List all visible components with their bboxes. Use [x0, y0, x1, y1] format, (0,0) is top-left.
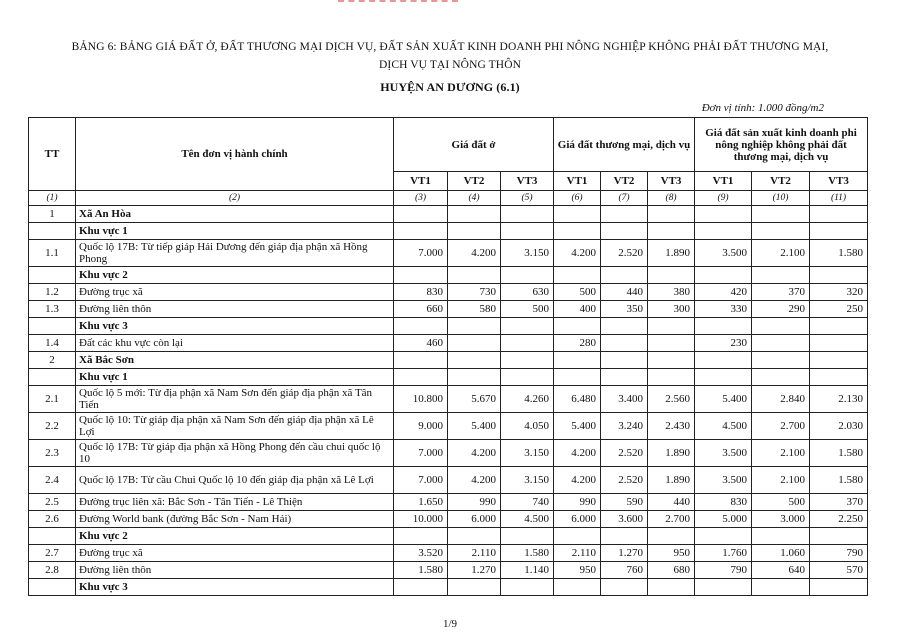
row-price-cell: 1.270	[601, 545, 648, 562]
row-price-cell	[810, 579, 868, 596]
row-price-cell	[752, 352, 810, 369]
row-price-cell: 3.520	[394, 545, 448, 562]
header-vt2: VT2	[752, 172, 810, 191]
row-name-cell: Khu vực 1	[76, 223, 394, 240]
row-tt-cell	[29, 267, 76, 284]
row-price-cell	[554, 369, 601, 386]
row-price-cell: 2.840	[752, 386, 810, 413]
row-price-cell: 830	[695, 494, 752, 511]
table-row	[29, 413, 868, 440]
row-price-cell: 2.130	[810, 386, 868, 413]
row-price-cell: 570	[810, 562, 868, 579]
column-index-cell: (9)	[695, 191, 752, 206]
table-row	[29, 223, 868, 240]
row-price-cell	[448, 369, 501, 386]
row-price-cell: 460	[394, 335, 448, 352]
row-tt-cell: 2.1	[29, 386, 76, 413]
row-tt-cell	[29, 528, 76, 545]
row-name-cell: Quốc lộ 5 mới: Từ địa phận xã Nam Sơn đến giáp địa phận xã Tân Tiến	[76, 386, 394, 413]
row-price-cell	[810, 335, 868, 352]
table-row	[29, 545, 868, 562]
row-tt-cell: 2.4	[29, 467, 76, 494]
unit-note: Đơn vị tính: 1.000 đồng/m2	[701, 102, 824, 114]
row-price-cell: 2.700	[648, 511, 695, 528]
table-row	[29, 335, 868, 352]
row-price-cell: 2.250	[810, 511, 868, 528]
row-price-cell: 4.050	[501, 413, 554, 440]
table-row	[29, 528, 868, 545]
land-price-table	[28, 117, 868, 596]
row-price-cell: 2.100	[752, 440, 810, 467]
row-price-cell: 250	[810, 301, 868, 318]
table-row	[29, 267, 868, 284]
row-price-cell	[394, 579, 448, 596]
header-commercial-price: Giá đất thương mại, dịch vụ	[554, 118, 695, 172]
column-index-row	[29, 191, 868, 206]
row-name-cell: Đường World bank (đường Bắc Sơn - Nam Hải)	[76, 511, 394, 528]
row-price-cell: 500	[752, 494, 810, 511]
row-price-cell	[695, 369, 752, 386]
table-title-line2: DỊCH VỤ TẠI NÔNG THÔN	[378, 59, 521, 71]
row-price-cell	[648, 335, 695, 352]
table-row	[29, 494, 868, 511]
row-tt-cell: 1.2	[29, 284, 76, 301]
row-price-cell: 680	[648, 562, 695, 579]
table-row	[29, 352, 868, 369]
row-price-cell: 590	[601, 494, 648, 511]
red-stamp-mark	[338, 0, 458, 8]
row-name-cell: Đường liên thôn	[76, 301, 394, 318]
row-price-cell: 1.890	[648, 240, 695, 267]
row-price-cell	[501, 579, 554, 596]
district-subtitle: HUYỆN AN DƯƠNG (6.1)	[380, 80, 520, 94]
row-price-cell: 2.560	[648, 386, 695, 413]
row-price-cell	[448, 352, 501, 369]
row-price-cell: 1.890	[648, 467, 695, 494]
row-price-cell: 3.150	[501, 467, 554, 494]
row-name-cell: Đường trục xã	[76, 284, 394, 301]
row-price-cell: 2.110	[448, 545, 501, 562]
row-price-cell: 3.150	[501, 240, 554, 267]
row-price-cell: 440	[648, 494, 695, 511]
row-price-cell	[648, 206, 695, 223]
header-tt: TT	[29, 118, 76, 191]
row-tt-cell: 1	[29, 206, 76, 223]
header-vt1: VT1	[695, 172, 752, 191]
row-price-cell: 2.520	[601, 240, 648, 267]
row-name-cell: Xã An Hòa	[76, 206, 394, 223]
row-price-cell	[554, 352, 601, 369]
row-price-cell: 4.260	[501, 386, 554, 413]
row-price-cell: 3.500	[695, 440, 752, 467]
row-price-cell	[752, 335, 810, 352]
row-name-cell: Quốc lộ 17B: Từ giáp địa phận xã Hồng Phong đến cầu chui quốc lộ 10	[76, 440, 394, 467]
row-tt-cell	[29, 579, 76, 596]
row-price-cell	[695, 352, 752, 369]
row-price-cell: 7.000	[394, 240, 448, 267]
row-price-cell	[448, 335, 501, 352]
row-price-cell	[601, 206, 648, 223]
row-price-cell: 640	[752, 562, 810, 579]
row-price-cell: 420	[695, 284, 752, 301]
row-price-cell: 790	[695, 562, 752, 579]
row-price-cell	[695, 528, 752, 545]
row-price-cell	[752, 223, 810, 240]
row-price-cell	[648, 528, 695, 545]
row-price-cell	[810, 267, 868, 284]
header-residential-price: Giá đất ở	[394, 118, 554, 172]
row-price-cell	[554, 223, 601, 240]
row-price-cell: 2.430	[648, 413, 695, 440]
row-price-cell	[601, 352, 648, 369]
row-price-cell	[695, 267, 752, 284]
column-index-cell: (7)	[601, 191, 648, 206]
row-price-cell: 3.500	[695, 467, 752, 494]
row-price-cell: 4.200	[554, 240, 601, 267]
row-tt-cell: 1.3	[29, 301, 76, 318]
row-price-cell	[752, 206, 810, 223]
row-price-cell	[554, 528, 601, 545]
column-index-cell: (1)	[29, 191, 76, 206]
row-price-cell: 4.200	[554, 467, 601, 494]
row-price-cell: 950	[648, 545, 695, 562]
row-price-cell	[501, 352, 554, 369]
column-index-cell: (8)	[648, 191, 695, 206]
price-table-wrapper	[28, 117, 867, 596]
row-price-cell	[601, 335, 648, 352]
row-price-cell: 2.030	[810, 413, 868, 440]
row-price-cell	[810, 318, 868, 335]
row-name-cell: Quốc lộ 17B: Từ tiếp giáp Hải Dương đến giáp địa phận xã Hồng Phong	[76, 240, 394, 267]
row-price-cell: 500	[554, 284, 601, 301]
table-row	[29, 301, 868, 318]
row-price-cell: 1.760	[695, 545, 752, 562]
row-price-cell: 350	[601, 301, 648, 318]
row-price-cell: 6.480	[554, 386, 601, 413]
row-price-cell: 4.500	[695, 413, 752, 440]
row-tt-cell: 1.1	[29, 240, 76, 267]
row-price-cell: 280	[554, 335, 601, 352]
row-name-cell: Xã Bắc Sơn	[76, 352, 394, 369]
row-price-cell: 6.000	[554, 511, 601, 528]
row-price-cell: 4.500	[501, 511, 554, 528]
row-price-cell	[648, 223, 695, 240]
row-price-cell	[394, 528, 448, 545]
row-price-cell	[648, 267, 695, 284]
header-vt1: VT1	[394, 172, 448, 191]
row-price-cell	[501, 206, 554, 223]
header-vt2: VT2	[448, 172, 501, 191]
row-price-cell: 3.600	[601, 511, 648, 528]
row-price-cell	[394, 206, 448, 223]
table-row	[29, 579, 868, 596]
row-price-cell: 400	[554, 301, 601, 318]
row-price-cell: 4.200	[554, 440, 601, 467]
row-price-cell: 10.800	[394, 386, 448, 413]
row-price-cell: 3.240	[601, 413, 648, 440]
row-price-cell: 580	[448, 301, 501, 318]
row-price-cell	[810, 206, 868, 223]
row-tt-cell: 2.5	[29, 494, 76, 511]
row-price-cell	[554, 267, 601, 284]
row-price-cell	[394, 223, 448, 240]
row-price-cell	[810, 528, 868, 545]
row-tt-cell: 2.6	[29, 511, 76, 528]
row-price-cell: 4.200	[448, 467, 501, 494]
row-price-cell: 370	[810, 494, 868, 511]
row-tt-cell: 2.8	[29, 562, 76, 579]
row-price-cell: 5.670	[448, 386, 501, 413]
row-price-cell	[448, 206, 501, 223]
table-row	[29, 386, 868, 413]
row-price-cell	[752, 267, 810, 284]
row-price-cell: 2.520	[601, 467, 648, 494]
row-tt-cell: 1.4	[29, 335, 76, 352]
row-price-cell	[601, 223, 648, 240]
row-price-cell	[752, 318, 810, 335]
row-price-cell: 4.200	[448, 240, 501, 267]
row-price-cell: 630	[501, 284, 554, 301]
row-price-cell	[695, 223, 752, 240]
row-price-cell	[601, 318, 648, 335]
header-name: Tên đơn vị hành chính	[76, 118, 394, 191]
page-number: 1/9	[442, 618, 458, 630]
header-vt3: VT3	[810, 172, 868, 191]
row-price-cell: 330	[695, 301, 752, 318]
row-price-cell	[601, 267, 648, 284]
table-row	[29, 284, 868, 301]
row-price-cell	[695, 318, 752, 335]
row-price-cell: 3.500	[695, 240, 752, 267]
row-price-cell: 1.650	[394, 494, 448, 511]
row-price-cell	[394, 318, 448, 335]
row-price-cell	[648, 318, 695, 335]
row-price-cell	[554, 206, 601, 223]
table-title-line1: BẢNG 6: BẢNG GIÁ ĐẤT Ở, ĐẤT THƯƠNG MẠI DỊCH VỤ, ĐẤT SẢN XUẤT KINH DOANH PHI NÔNG NGHIỆP KHÔNG PHẢI ĐẤT THƯƠNG MẠI,	[71, 41, 829, 53]
row-price-cell	[501, 335, 554, 352]
row-price-cell: 6.000	[448, 511, 501, 528]
table-body	[29, 191, 868, 596]
row-name-cell: Khu vực 3	[76, 318, 394, 335]
row-name-cell: Quốc lộ 10: Từ giáp địa phận xã Nam Sơn đến giáp địa phận xã Lê Lợi	[76, 413, 394, 440]
row-price-cell: 3.000	[752, 511, 810, 528]
table-row	[29, 562, 868, 579]
row-price-cell: 1.580	[810, 440, 868, 467]
row-tt-cell	[29, 318, 76, 335]
row-price-cell: 3.400	[601, 386, 648, 413]
row-tt-cell: 2.2	[29, 413, 76, 440]
row-price-cell: 500	[501, 301, 554, 318]
table-row	[29, 511, 868, 528]
header-vt1: VT1	[554, 172, 601, 191]
row-price-cell: 3.150	[501, 440, 554, 467]
row-price-cell	[601, 369, 648, 386]
row-price-cell: 990	[448, 494, 501, 511]
row-price-cell	[810, 369, 868, 386]
row-price-cell	[501, 369, 554, 386]
row-price-cell	[501, 318, 554, 335]
row-price-cell	[501, 267, 554, 284]
column-index-cell: (10)	[752, 191, 810, 206]
row-price-cell	[695, 579, 752, 596]
row-price-cell: 10.000	[394, 511, 448, 528]
row-price-cell: 2.700	[752, 413, 810, 440]
row-price-cell: 2.110	[554, 545, 601, 562]
row-price-cell: 2.520	[601, 440, 648, 467]
row-tt-cell	[29, 223, 76, 240]
row-price-cell	[501, 528, 554, 545]
row-price-cell: 370	[752, 284, 810, 301]
row-name-cell: Đường trục liên xã: Bắc Sơn - Tân Tiến - Lê Thiện	[76, 494, 394, 511]
row-price-cell: 740	[501, 494, 554, 511]
row-price-cell: 1.580	[810, 240, 868, 267]
row-price-cell	[752, 528, 810, 545]
row-price-cell: 1.580	[501, 545, 554, 562]
row-price-cell: 300	[648, 301, 695, 318]
row-price-cell	[448, 528, 501, 545]
row-price-cell: 2.100	[752, 240, 810, 267]
column-index-cell: (2)	[76, 191, 394, 206]
column-index-cell: (5)	[501, 191, 554, 206]
row-price-cell: 5.000	[695, 511, 752, 528]
row-price-cell: 1.890	[648, 440, 695, 467]
table-row	[29, 318, 868, 335]
row-name-cell: Khu vực 1	[76, 369, 394, 386]
row-price-cell	[448, 223, 501, 240]
row-price-cell	[648, 369, 695, 386]
row-price-cell: 1.270	[448, 562, 501, 579]
row-price-cell: 990	[554, 494, 601, 511]
row-price-cell: 1.060	[752, 545, 810, 562]
row-price-cell	[648, 352, 695, 369]
row-tt-cell: 2.3	[29, 440, 76, 467]
row-name-cell: Quốc lộ 17B: Từ cầu Chui Quốc lộ 10 đến giáp địa phận xã Lê Lợi	[76, 467, 394, 494]
header-vt3: VT3	[501, 172, 554, 191]
row-price-cell: 1.580	[394, 562, 448, 579]
row-name-cell: Đường trục xã	[76, 545, 394, 562]
column-index-cell: (4)	[448, 191, 501, 206]
row-price-cell: 5.400	[554, 413, 601, 440]
row-price-cell	[501, 223, 554, 240]
table-row	[29, 206, 868, 223]
row-price-cell: 320	[810, 284, 868, 301]
row-price-cell	[601, 579, 648, 596]
table-row	[29, 467, 868, 494]
row-price-cell	[448, 579, 501, 596]
row-price-cell: 950	[554, 562, 601, 579]
row-price-cell	[554, 318, 601, 335]
row-price-cell	[448, 267, 501, 284]
row-price-cell	[394, 369, 448, 386]
row-price-cell: 380	[648, 284, 695, 301]
row-price-cell: 7.000	[394, 440, 448, 467]
row-price-cell	[448, 318, 501, 335]
header-nonagri-price: Giá đất sản xuất kinh doanh phi nông nghiệp không phải đất thương mại, dịch vụ	[695, 118, 868, 172]
row-price-cell	[810, 223, 868, 240]
row-price-cell: 1.140	[501, 562, 554, 579]
row-price-cell	[752, 369, 810, 386]
row-price-cell	[752, 579, 810, 596]
row-name-cell: Khu vực 2	[76, 267, 394, 284]
column-index-cell: (11)	[810, 191, 868, 206]
row-price-cell	[695, 206, 752, 223]
row-price-cell: 830	[394, 284, 448, 301]
table-row	[29, 369, 868, 386]
row-price-cell: 2.100	[752, 467, 810, 494]
table-row	[29, 240, 868, 267]
row-price-cell: 660	[394, 301, 448, 318]
row-price-cell	[394, 352, 448, 369]
row-price-cell: 790	[810, 545, 868, 562]
row-price-cell: 760	[601, 562, 648, 579]
row-price-cell: 7.000	[394, 467, 448, 494]
row-price-cell: 730	[448, 284, 501, 301]
row-price-cell: 290	[752, 301, 810, 318]
row-price-cell	[394, 267, 448, 284]
row-price-cell: 4.200	[448, 440, 501, 467]
row-price-cell	[601, 528, 648, 545]
row-name-cell: Khu vực 2	[76, 528, 394, 545]
row-price-cell: 440	[601, 284, 648, 301]
row-tt-cell	[29, 369, 76, 386]
row-tt-cell: 2	[29, 352, 76, 369]
row-price-cell: 9.000	[394, 413, 448, 440]
header-vt2: VT2	[601, 172, 648, 191]
row-tt-cell: 2.7	[29, 545, 76, 562]
row-name-cell: Đất các khu vực còn lại	[76, 335, 394, 352]
row-price-cell	[554, 579, 601, 596]
column-index-cell: (3)	[394, 191, 448, 206]
row-price-cell: 230	[695, 335, 752, 352]
row-price-cell	[648, 579, 695, 596]
row-price-cell	[810, 352, 868, 369]
column-index-cell: (6)	[554, 191, 601, 206]
row-name-cell: Khu vực 3	[76, 579, 394, 596]
row-price-cell: 5.400	[448, 413, 501, 440]
header-vt3: VT3	[648, 172, 695, 191]
row-name-cell: Đường liên thôn	[76, 562, 394, 579]
row-price-cell: 5.400	[695, 386, 752, 413]
table-row	[29, 440, 868, 467]
row-price-cell: 1.580	[810, 467, 868, 494]
